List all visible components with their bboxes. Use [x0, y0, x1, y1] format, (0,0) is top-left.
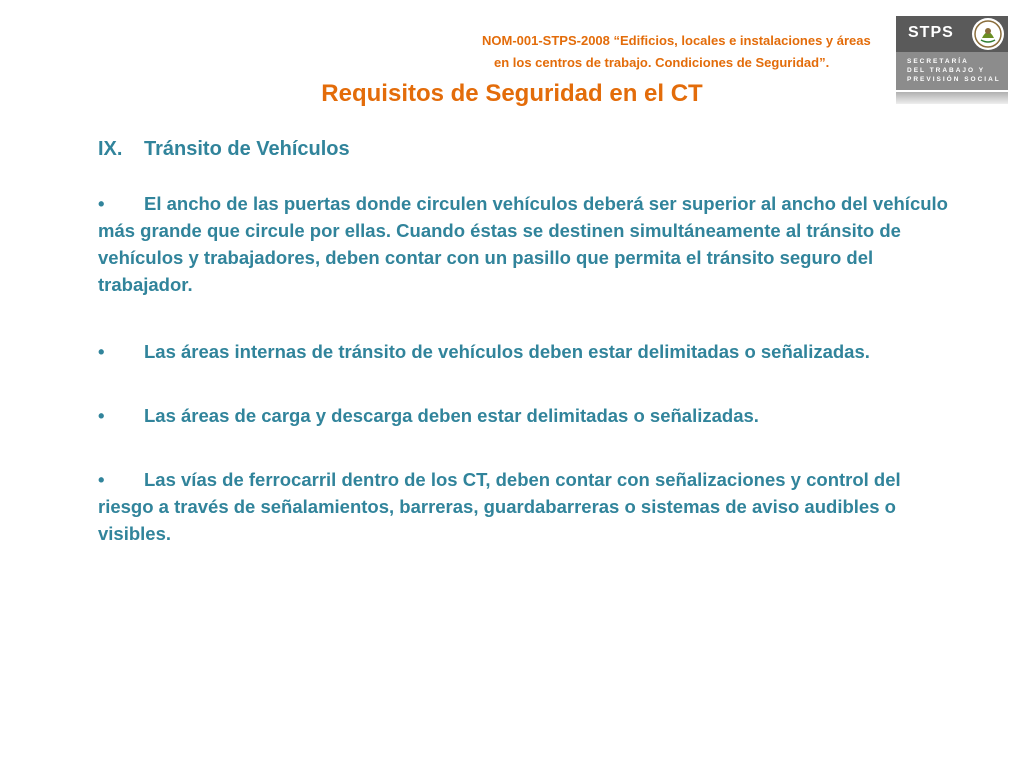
section-title: Tránsito de Vehículos	[144, 138, 350, 160]
list-item-text: Las vías de ferrocarril dentro de los CT, deben contar con señalizaciones y control del riesgo a través de señalamientos, barreras, guardabarreras o sistemas de aviso audibles o visibles.	[98, 469, 901, 544]
norm-line-1: NOM-001-STPS-2008 “Edificios, locales e instalaciones y áreas	[482, 33, 871, 48]
stps-logo	[896, 16, 1008, 90]
slide-body	[98, 134, 948, 547]
list-item-text: El ancho de las puertas donde circulen vehículos deberá ser superior al ancho del vehículo más grande que circule por ellas. Cuando éstas se destinen simultáneamente al tránsito de vehículos y trabajadores, deben contar con un pasillo que permita el tránsito seguro del trabajador.	[98, 193, 948, 295]
list-item	[98, 338, 948, 365]
logo-acronym: STPS	[908, 24, 954, 41]
bullet-icon: •	[98, 469, 105, 490]
slide-title: Requisitos de Seguridad en el CT	[321, 80, 703, 107]
list-item-text: Las áreas de carga y descarga deben estar delimitadas o señalizadas.	[144, 405, 759, 426]
bullet-icon: •	[98, 341, 105, 362]
logo-line-3: PREVISIÓN SOCIAL	[907, 76, 1001, 83]
norm-line-2: en los centros de trabajo. Condiciones de Seguridad”.	[494, 55, 830, 70]
logo-acronym-box	[896, 16, 1008, 52]
section-heading	[98, 134, 948, 164]
list-item	[98, 190, 948, 298]
bullet-icon: •	[98, 405, 105, 426]
section-number: IX.	[98, 138, 123, 160]
list-item-text: Las áreas internas de tránsito de vehículos deben estar delimitadas o señalizadas.	[144, 341, 870, 362]
list-item	[98, 402, 948, 429]
logo-line-1: SECRETARÍA	[907, 58, 969, 65]
logo-line-2: DEL TRABAJO Y	[907, 67, 986, 74]
bullet-icon: •	[98, 193, 105, 214]
norm-reference	[440, 30, 890, 74]
list-item	[98, 466, 948, 547]
national-seal-icon	[972, 18, 1004, 50]
